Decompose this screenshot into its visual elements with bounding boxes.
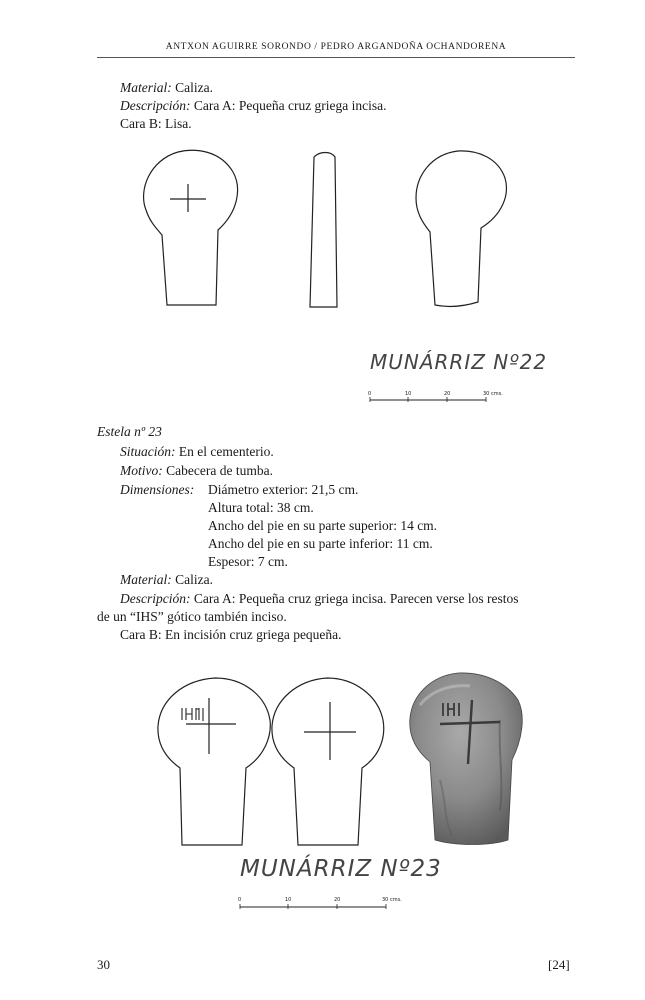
description-value: Cara A: Pequeña cruz griega incisa. bbox=[190, 98, 387, 113]
situation-label: Situación: bbox=[120, 444, 176, 459]
dimension-item: Altura total: 38 cm. bbox=[208, 500, 314, 515]
scale-label: 10 bbox=[405, 391, 412, 397]
stela-23-face-a-outline bbox=[158, 678, 270, 845]
dimension-item: Ancho del pie en su parte superior: 14 cm. bbox=[208, 518, 438, 533]
running-header: ANTXON AGUIRRE SORONDO / PEDRO ARGANDOÑA OCHANDORENA bbox=[165, 42, 507, 52]
face-b-line-22: Cara B: Lisa. bbox=[120, 116, 192, 131]
dimension-item: Diámetro exterior: 21,5 cm. bbox=[208, 482, 359, 497]
stela-23-face-b-outline bbox=[272, 678, 384, 845]
scale-label: 0 bbox=[238, 897, 242, 903]
figure-23-caption: MUNÁRRIZ Nº23 bbox=[240, 856, 442, 882]
description-continuation: de un “IHS” gótico también inciso. bbox=[97, 609, 287, 624]
scale-bar-23 bbox=[234, 897, 424, 913]
dimensions-label: Dimensiones: bbox=[120, 482, 195, 497]
dimension-item: Espesor: 7 cm. bbox=[208, 554, 288, 569]
motif-value: Cabecera de tumba. bbox=[162, 463, 273, 478]
material-value: Caliza. bbox=[171, 572, 213, 587]
stela-23-photograph bbox=[410, 673, 523, 845]
description-label: Descripción: bbox=[120, 98, 191, 113]
scale-label: 30 cms. bbox=[483, 391, 503, 397]
scale-label: 30 cms. bbox=[382, 897, 402, 903]
ihs-monogram-icon bbox=[182, 708, 203, 721]
scale-label: 20 bbox=[444, 391, 451, 397]
section-page-number: [24] bbox=[548, 957, 570, 972]
material-label: Material: bbox=[120, 572, 172, 587]
description-label: Descripción: bbox=[120, 591, 191, 606]
situation-value: En el cementerio. bbox=[175, 444, 274, 459]
entry-23-heading: Estela nº 23 bbox=[97, 424, 162, 439]
dimension-item: Ancho del pie en su parte inferior: 11 cm. bbox=[208, 536, 433, 551]
material-value: Caliza. bbox=[171, 80, 213, 95]
motif-label: Motivo: bbox=[120, 463, 163, 478]
scale-label: 0 bbox=[368, 391, 372, 397]
figure-22-caption: MUNÁRRIZ Nº22 bbox=[370, 350, 548, 374]
scale-label: 20 bbox=[334, 897, 341, 903]
description-value: Cara A: Pequeña cruz griega incisa. Parecen verse los restos bbox=[190, 591, 519, 606]
material-label: Material: bbox=[120, 80, 172, 95]
face-b-line-23: Cara B: En incisión cruz griega pequeña. bbox=[120, 627, 342, 642]
page-number: 30 bbox=[97, 957, 110, 972]
scale-label: 10 bbox=[285, 897, 292, 903]
